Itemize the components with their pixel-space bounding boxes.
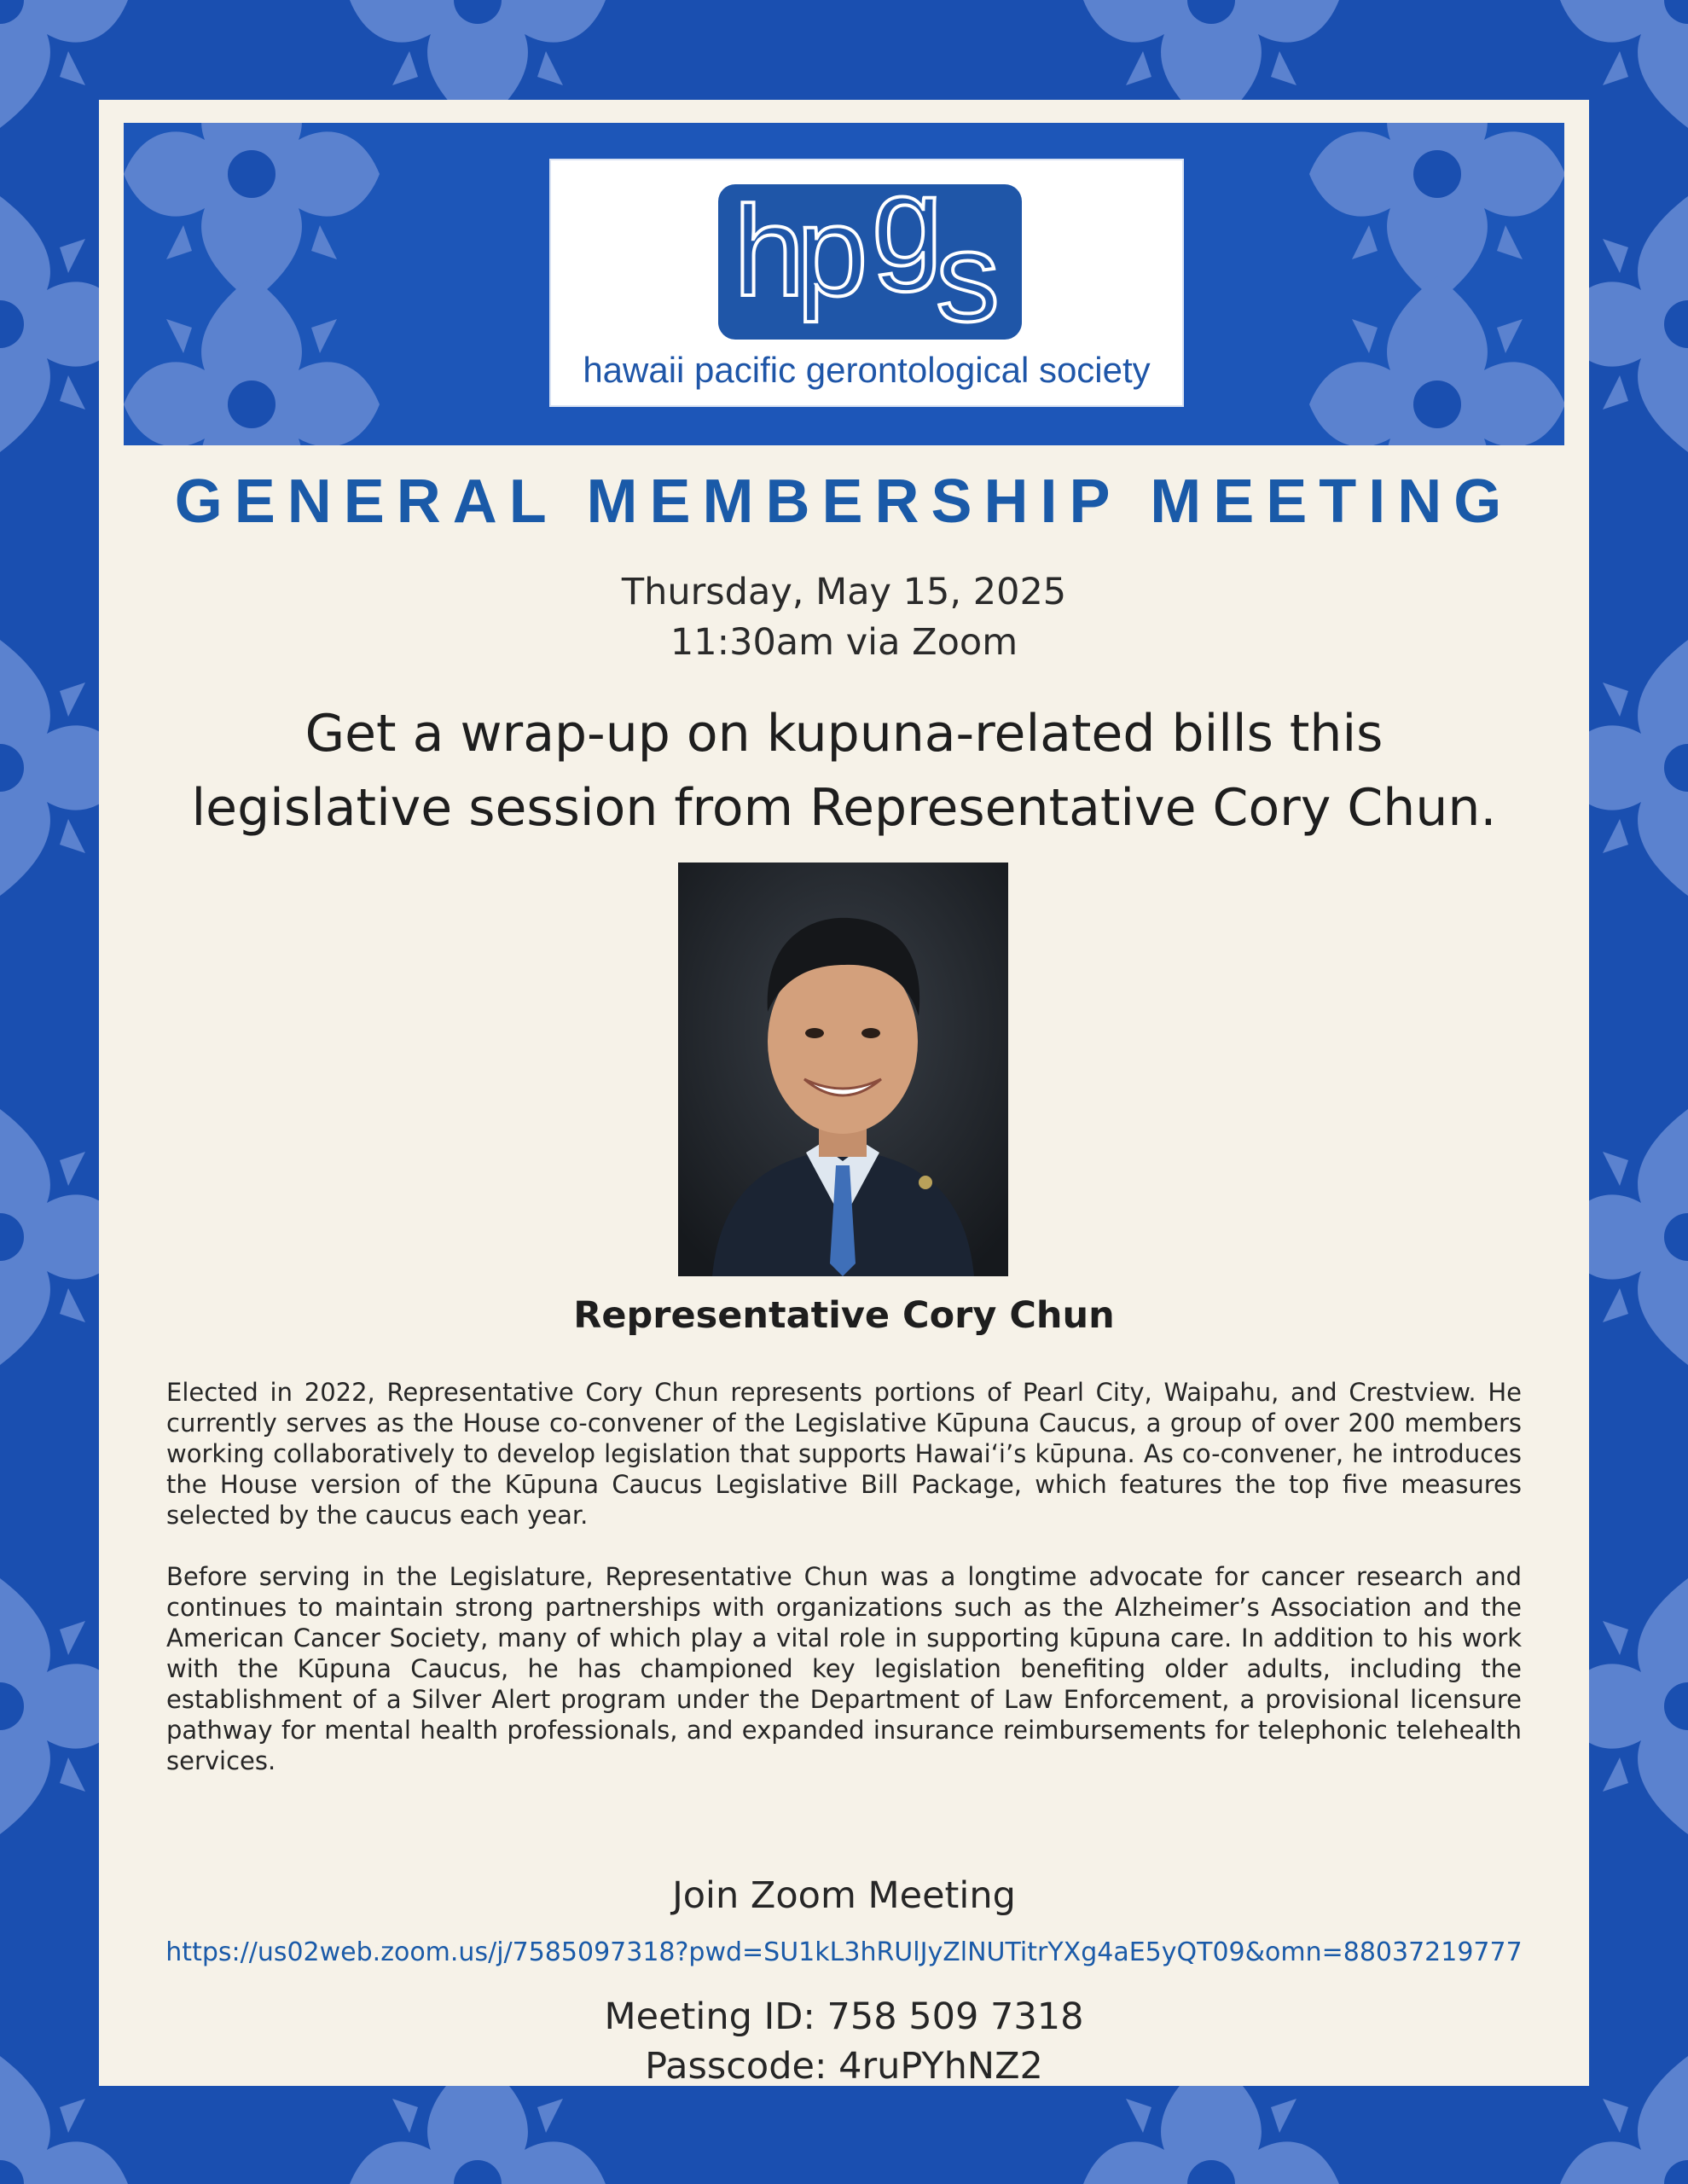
zoom-meeting-link[interactable]: https://us02web.zoom.us/j/7585097318?pwd=SU1kL3hRUlJyZlNUTitrYXg4aE5yQT09&omn=88037219777 [165,1937,1523,1967]
header-banner [124,123,1564,445]
bio-paragraph-1: Elected in 2022, Representative Cory Chun represents portions of Pearl City, Waipahu, and Crestview. He currently serves as the House co-convener of the Legislative Kūpuna Caucus, a group of over 200 members working collaboratively to develop legislation that supports Hawaiʻi’s kūpuna. As co-convener, he introduces the House version of the Kūpuna Caucus Legislative Bill Package, which features the top five measures selected by the caucus each year. [166,1378,1522,1530]
headline-line-1: Get a wrap-up on kupuna-related bills this [305,704,1383,764]
event-time: 11:30am via Zoom [670,621,1018,664]
flyer-card [99,100,1589,2086]
logo-letter-p: p [797,184,868,322]
meeting-passcode: Passcode: 4ruPYhNZ2 [645,2045,1043,2088]
logo-letter-h: h [734,184,805,322]
hpgs-logo [549,159,1184,407]
event-title: GENERAL MEMBERSHIP MEETING [174,468,1514,536]
event-datetime [99,567,1589,668]
logo-letter-s: s [936,205,1000,340]
join-zoom-heading: Join Zoom Meeting [672,1874,1016,1917]
speaker-name: Representative Cory Chun [573,1294,1115,1337]
meeting-id: Meeting ID: 758 509 7318 [604,1995,1084,2038]
headline-line-2: legislative session from Representative Cory Chun. [191,778,1497,838]
logo-caption: hawaii pacific gerontological society [583,350,1151,390]
speaker-portrait-illustration [678,863,1008,1276]
speaker-photo [678,863,1008,1276]
hpgs-logo-mark [718,184,1022,340]
headline [150,697,1538,845]
bio-paragraph-2: Before serving in the Legislature, Representative Chun was a longtime advocate for cancer research and continues to maintain strong partnerships with organizations such as the Alzheimer’s Association and the American Cancer Society, many of which play a vital role in supporting kūpuna care. In addition to his work with the Kūpuna Caucus, he has championed key legislation benefiting older adults, including the establishment of a Silver Alert program under the Department of Law Enforcement, a provisional licensure pathway for mental health professionals, and expanded insurance reimbursements for telephonic telehealth services. [166,1562,1522,1775]
speaker-bio [166,1377,1522,1807]
event-date: Thursday, May 15, 2025 [621,571,1067,613]
logo-letter-g: g [872,184,943,293]
